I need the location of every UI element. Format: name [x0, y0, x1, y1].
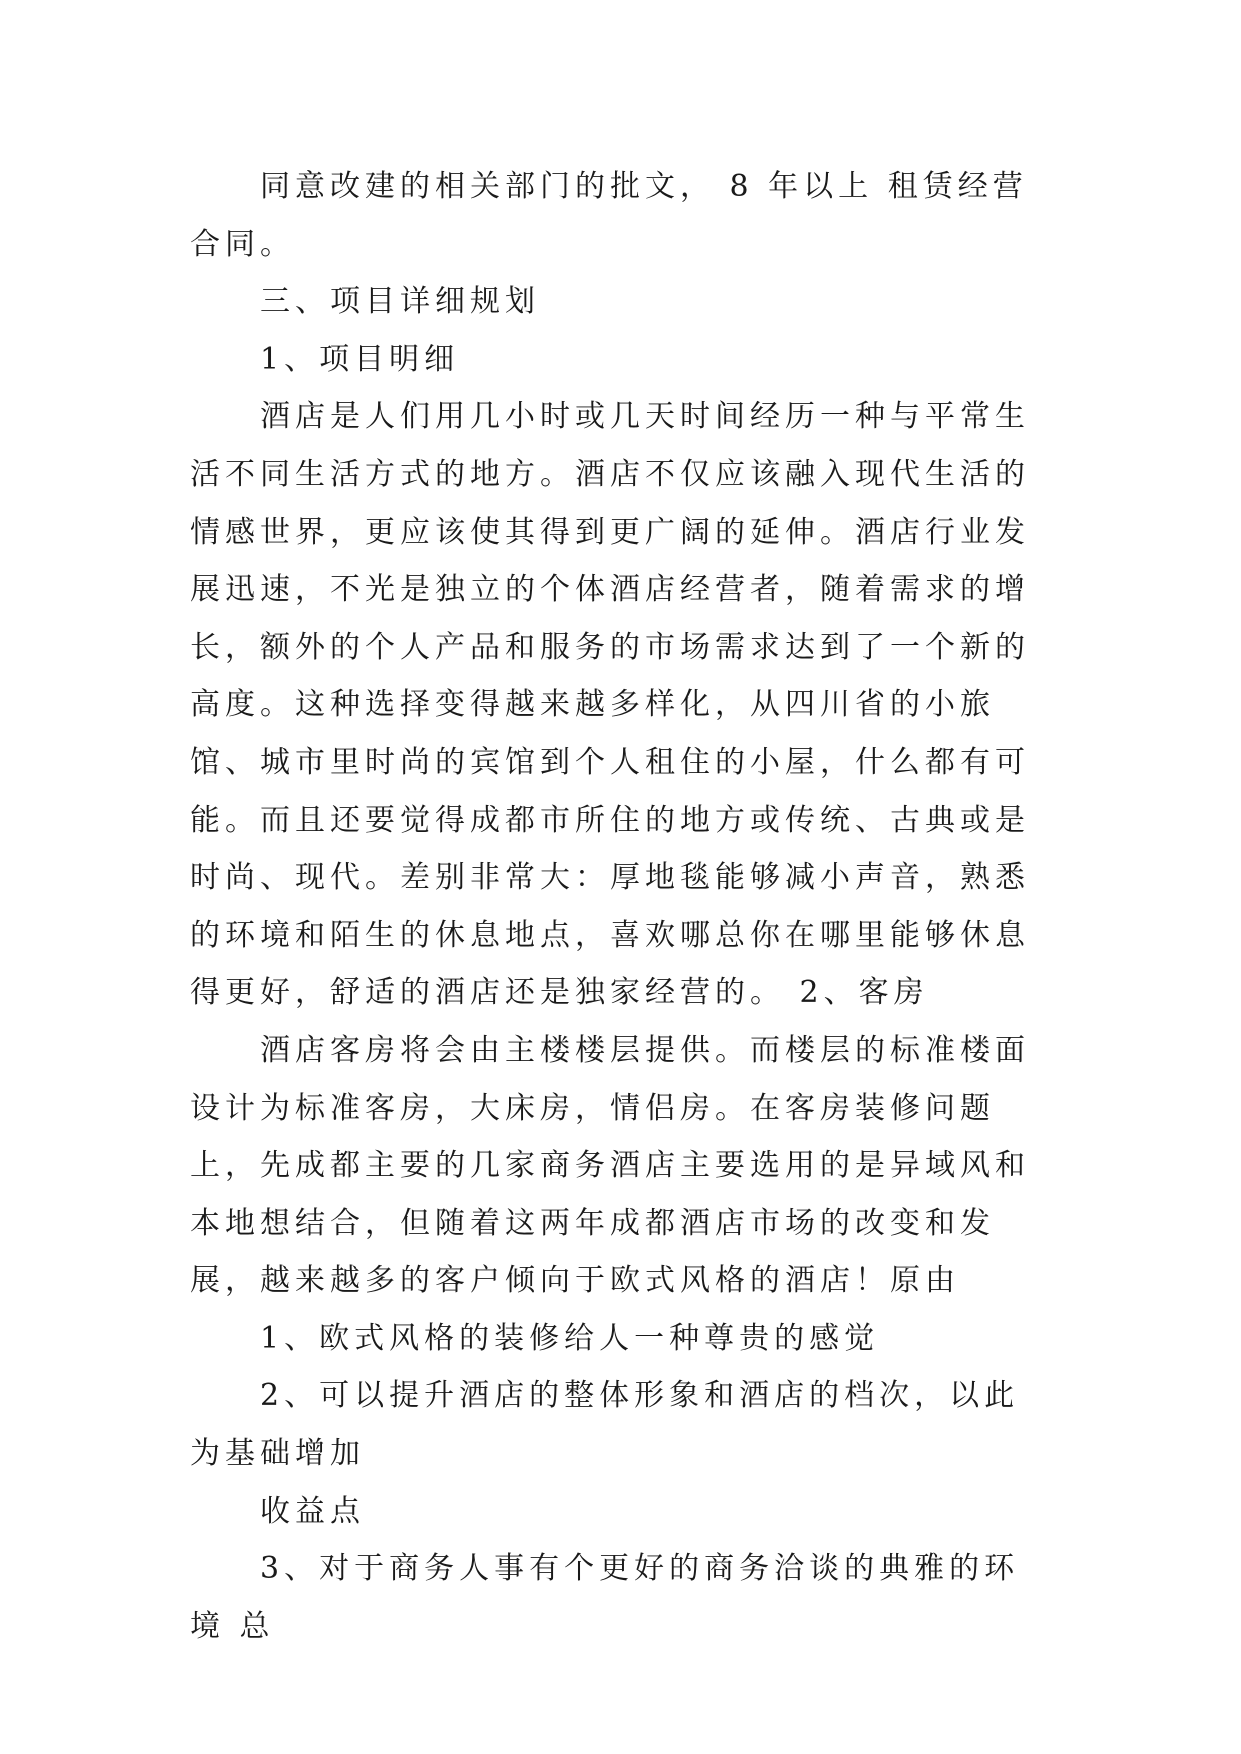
- list-item-reason-2: 2、可以提升酒店的整体形象和酒店的档次，以此为基础增加: [190, 1378, 1020, 1472]
- document-body: [190, 158, 1050, 1655]
- subheading-project-details: 1、项目明细: [260, 341, 460, 377]
- paragraph-approval-documents: 同意改建的相关部门的批文， 8 年以上 租赁经营合同。: [190, 169, 1028, 262]
- list-item-reason-3: 3、对于商务人事有个更好的商务洽谈的典雅的环境 总: [190, 1551, 1020, 1644]
- paragraph-hotel-overview: 酒店是人们用几小时或几天时间经历一种与平常生活不同生活方式的地方。酒店不仅应该融入现代生活的情感世界，更应该使其得到更广阔的延伸。酒店行业发展迅速，不光是独立的个体酒店经营者，随着需求的增长，额外的个人产品和服务的市场需求达到了一个新的高度。这种选择变得越来越多样化，从四川省的小旅馆、城市里时尚的宾馆到个人租住的小屋，什么都有可能。而且还要觉得成都市所住的地方或传统、古典或是时尚、现代。差别非常大：厚地毯能够减小声音，熟悉的环境和陌生的休息地点，喜欢哪总你在哪里能够休息得更好，舒适的酒店还是独家经营的。 2、客房: [190, 399, 1030, 1011]
- paragraph-guest-rooms: 酒店客房将会由主楼楼层提供。而楼层的标准楼面设计为标准客房，大床房，情侣房。在客房装修问题上，先成都主要的几家商务酒店主要选用的是异域风和本地想结合，但随着这两年成都酒店市场的改变和发展，越来越多的客户倾向于欧式风格的酒店！原由: [190, 1032, 1030, 1299]
- section-heading-project-plan: 三、项目详细规划: [260, 284, 540, 320]
- list-item-reason-1: 1、欧式风格的装修给人一种尊贵的感觉: [260, 1320, 880, 1356]
- paragraph-revenue-point: 收益点: [260, 1493, 365, 1529]
